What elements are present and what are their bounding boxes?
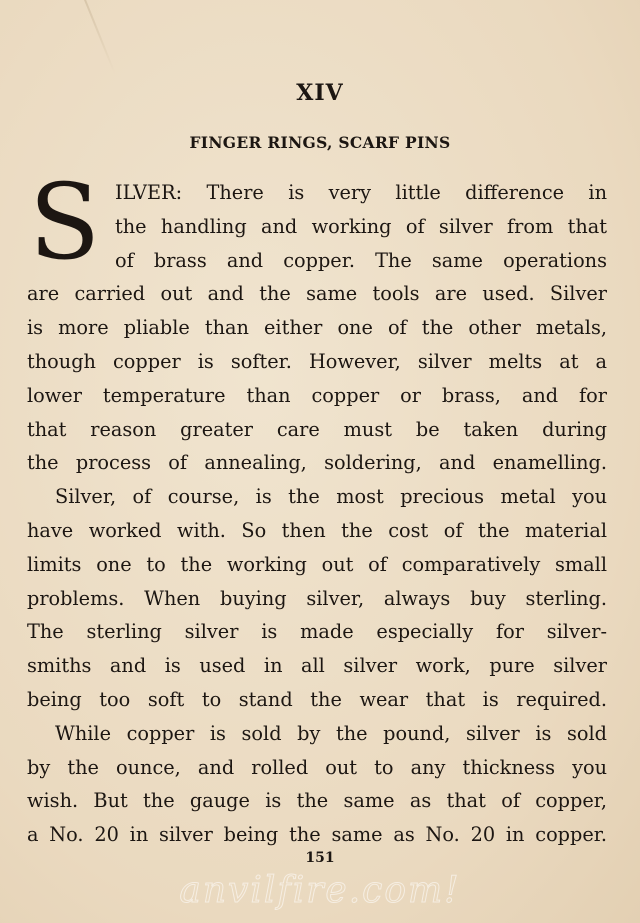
drop-cap: S	[29, 161, 101, 283]
text-line: the handling and working of silver from that	[115, 214, 607, 238]
chapter-title: FINGER RINGS, SCARF PINS	[189, 133, 451, 152]
watermark: anvilfire.com!	[179, 870, 461, 911]
text-line: wish. But the gauge is the same as that of copper,	[27, 789, 607, 813]
text-line: is more pliable than either one of the other metals,	[27, 316, 607, 340]
text-line: limits one to the working out of comparatively small	[27, 552, 607, 576]
text-line: smiths and is used in all silver work, pure silver	[27, 654, 607, 678]
text-line: by the ounce, and rolled out to any thickness you	[27, 755, 607, 779]
text-line: of brass and copper. The same operations	[115, 248, 607, 272]
text-line: are carried out and the same tools are used. Silver	[27, 282, 607, 306]
text-line: have worked with. So then the cost of the material	[27, 518, 607, 542]
text-line: that reason greater care must be taken during	[27, 417, 607, 441]
text-line: The sterling silver is made especially for silver-	[27, 620, 607, 644]
text-line: Silver, of course, is the most precious metal you	[55, 485, 607, 509]
text-line: a No. 20 in silver being the same as No. 20 in copper.	[27, 823, 607, 847]
text-line: ILVER: There is very little difference in	[115, 181, 607, 204]
text-line: though copper is softer. However, silver melts at a	[27, 349, 607, 373]
text-line: While copper is sold by the pound, silver is sold	[55, 721, 607, 745]
page-number: 151	[305, 850, 335, 866]
text-line: the process of annealing, soldering, and enamelling.	[27, 451, 607, 475]
page-crease	[84, 0, 116, 74]
text-line: problems. When buying silver, always buy sterling.	[27, 586, 607, 610]
text-line: being too soft to stand the wear that is required.	[27, 687, 607, 711]
body-text	[27, 161, 607, 852]
text-line: lower temperature than copper or brass, and for	[27, 383, 607, 407]
chapter-number: XIV	[296, 80, 344, 106]
